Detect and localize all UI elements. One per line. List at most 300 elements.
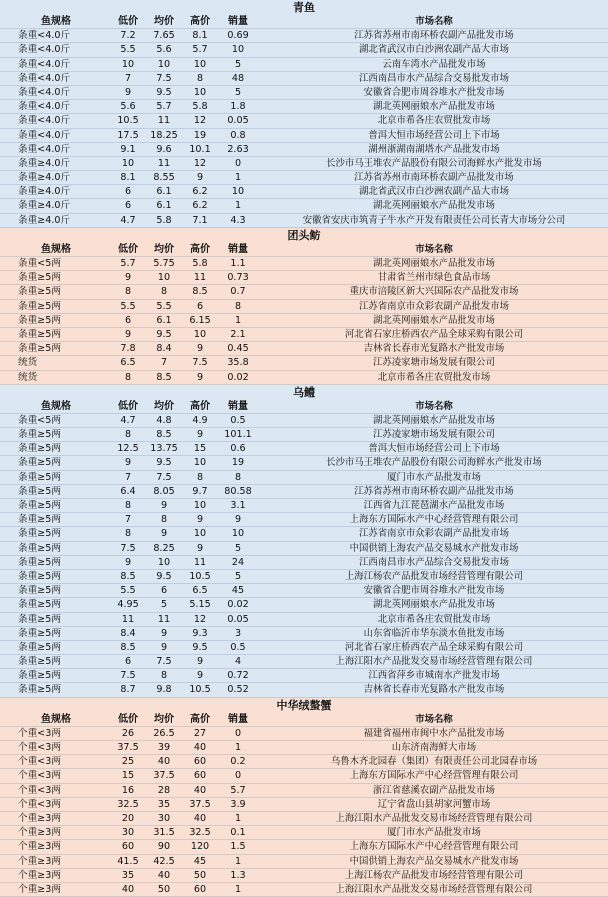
spec-cell: 条重<4.0斤	[18, 115, 71, 127]
table-row	[0, 157, 608, 171]
market-cell: 上海东方国际水产中心经营管理有限公司	[349, 514, 519, 526]
spec-cell: 统货	[18, 357, 38, 369]
low-price-cell: 9	[124, 272, 132, 284]
table-row	[0, 641, 608, 655]
volume-cell: 0.02	[227, 599, 249, 611]
section	[0, 698, 608, 897]
volume-cell: 45	[231, 585, 245, 597]
market-cell: 北京市希各庄农贸批发市场	[377, 115, 491, 127]
table-row	[0, 414, 608, 428]
spec-cell: 条重≥5两	[18, 286, 61, 298]
avg-price-cell: 4.8	[156, 414, 172, 426]
spec-cell: 条重≥5两	[18, 670, 61, 682]
avg-price-cell: 10	[157, 272, 171, 284]
market-cell: 重庆市涪陵区新大兴国际农产品批发市场	[349, 286, 519, 298]
high-price-cell: 10	[193, 457, 207, 469]
table-row	[0, 485, 608, 499]
volume-cell: 0.7	[230, 286, 246, 298]
table-row	[0, 826, 608, 840]
volume-cell: 5	[234, 58, 242, 70]
table-row	[0, 513, 608, 527]
table-row	[0, 143, 608, 157]
table-row	[0, 741, 608, 755]
column-header: 市场名称	[415, 400, 453, 412]
column-header: 销量	[228, 400, 248, 412]
market-cell: 江西南昌市水产品综合交易批发市场	[358, 72, 509, 84]
column-header: 高价	[190, 16, 210, 27]
spec-cell: 个重<3两	[18, 770, 61, 782]
spec-cell: 个重<3两	[18, 784, 61, 796]
high-price-cell: 10	[193, 86, 207, 98]
table-row	[0, 499, 608, 513]
low-price-cell: 7.2	[120, 30, 136, 42]
high-price-cell: 7.5	[192, 357, 208, 369]
column-header: 均价	[154, 243, 174, 255]
market-cell: 湖北省武汉市白沙洲农副产品大市场	[358, 44, 509, 56]
market-cell: 河北省石家庄桥西农产品全球采购有限公司	[344, 641, 524, 653]
spec-cell: 条重≥5两	[18, 684, 61, 696]
column-header: 鱼规格	[41, 243, 71, 255]
table-row	[0, 214, 608, 228]
market-cell: 北京市希各庄农贸批发市场	[377, 613, 491, 625]
high-price-cell: 12	[193, 157, 207, 169]
low-price-cell: 10	[121, 157, 135, 169]
avg-price-cell: 10	[157, 556, 171, 568]
market-cell: 上海东方国际水产中心经营管理有限公司	[349, 770, 519, 782]
high-price-cell: 37.5	[189, 798, 211, 810]
high-price-cell: 15	[193, 443, 207, 455]
table-row	[0, 542, 608, 556]
spec-cell: 条重≥5两	[18, 627, 61, 639]
table-row	[0, 812, 608, 826]
low-price-cell: 8	[124, 429, 132, 441]
market-cell: 江苏省南京市众彩农副产品批发市场	[358, 528, 509, 540]
avg-price-cell: 8.5	[156, 429, 172, 441]
low-price-cell: 9	[124, 457, 132, 469]
header-row	[0, 243, 608, 257]
high-price-cell: 10	[193, 528, 207, 540]
volume-cell: 0.72	[227, 670, 249, 682]
table-row	[0, 356, 608, 370]
table-row	[0, 584, 608, 598]
high-price-cell: 8	[196, 471, 204, 483]
avg-price-cell: 9.5	[156, 86, 172, 98]
volume-cell: 0.8	[230, 129, 246, 141]
high-price-cell: 40	[193, 742, 207, 753]
market-cell: 厦门市水产品批发市场	[387, 471, 481, 483]
market-cell: 安徽省合肥市周谷堆水产批发市场	[363, 86, 505, 98]
spec-cell: 条重<4.0斤	[18, 30, 71, 42]
avg-price-cell: 9	[160, 627, 168, 639]
avg-price-cell: 39	[157, 742, 171, 753]
table-row	[0, 669, 608, 683]
low-price-cell: 9	[124, 328, 132, 340]
high-price-cell: 10	[193, 58, 207, 70]
low-price-cell: 6	[124, 186, 132, 198]
market-cell: 山东济南海鲜大市场	[391, 742, 477, 753]
avg-price-cell: 13.75	[150, 443, 178, 455]
avg-price-cell: 8.25	[153, 542, 175, 554]
column-header: 鱼规格	[41, 713, 71, 725]
market-cell: 上海东方国际水产中心经营管理有限公司	[349, 841, 519, 853]
low-price-cell: 26	[121, 727, 135, 739]
market-cell: 普洱大恒市场经营公司上下市场	[368, 443, 500, 455]
market-cell: 湖北英网丽娘水产品批发市场	[373, 258, 495, 269]
avg-price-cell: 5.8	[156, 214, 172, 226]
avg-price-cell: 30	[157, 812, 171, 824]
high-price-cell: 10	[193, 328, 207, 340]
volume-cell: 2.63	[227, 143, 249, 155]
high-price-cell: 5.15	[189, 599, 211, 611]
spec-cell: 条重<5两	[18, 414, 61, 426]
volume-cell: 0.5	[230, 641, 246, 653]
high-price-cell: 9	[196, 172, 204, 184]
market-cell: 长沙市马王堆农产品股份有限公司海鲜水产批发市场	[326, 457, 542, 469]
volume-cell: 1.5	[230, 841, 246, 853]
table-row	[0, 72, 608, 86]
avg-price-cell: 11	[157, 115, 171, 127]
low-price-cell: 6.4	[120, 485, 136, 497]
table-row	[0, 58, 608, 72]
high-price-cell: 9	[196, 542, 204, 554]
high-price-cell: 9	[196, 656, 204, 668]
low-price-cell: 8.5	[120, 570, 136, 582]
section-title: 青鱼	[293, 1, 315, 14]
high-price-cell: 60	[193, 770, 207, 782]
column-header: 高价	[190, 400, 210, 412]
volume-cell: 80.58	[224, 485, 252, 497]
market-cell: 北京市希各庄农贸批发市场	[377, 371, 491, 383]
column-header: 市场名称	[415, 16, 453, 27]
avg-price-cell: 6	[160, 585, 168, 597]
high-price-cell: 60	[193, 883, 207, 895]
volume-cell: 0.05	[227, 115, 249, 127]
low-price-cell: 7	[124, 471, 132, 483]
avg-price-cell: 8.05	[153, 485, 175, 497]
high-price-cell: 9.3	[192, 627, 208, 639]
spec-cell: 条重≥5两	[18, 485, 61, 497]
spec-cell: 条重<4.0斤	[18, 143, 71, 155]
spec-cell: 个重<3两	[18, 798, 61, 810]
low-price-cell: 7.5	[120, 542, 136, 554]
low-price-cell: 7.5	[120, 670, 136, 682]
avg-price-cell: 9.6	[156, 143, 172, 155]
avg-price-cell: 9.5	[156, 328, 172, 340]
table-row	[0, 755, 608, 769]
low-price-cell: 5.5	[120, 585, 136, 597]
table-row	[0, 613, 608, 627]
table-row	[0, 114, 608, 128]
spec-cell: 条重≥5两	[18, 556, 61, 568]
table-row	[0, 314, 608, 328]
column-header: 销量	[228, 243, 248, 255]
market-cell: 江苏省苏州市南环桥农副产品批发市场	[354, 30, 514, 42]
high-price-cell: 40	[193, 812, 207, 824]
table-row	[0, 627, 608, 641]
avg-price-cell: 5	[160, 599, 168, 611]
avg-price-cell: 40	[157, 756, 171, 768]
high-price-cell: 11	[193, 272, 207, 284]
avg-price-cell: 28	[157, 784, 171, 796]
high-price-cell: 4.9	[192, 414, 208, 426]
avg-price-cell: 9.5	[156, 457, 172, 469]
avg-price-cell: 7.65	[153, 30, 175, 42]
spec-cell: 个重≥3两	[18, 812, 61, 824]
table-row	[0, 29, 608, 43]
table-row	[0, 527, 608, 541]
high-price-cell: 27	[193, 727, 207, 739]
table-row	[0, 171, 608, 185]
table-row	[0, 598, 608, 612]
volume-cell: 0.6	[230, 443, 246, 455]
avg-price-cell: 11	[157, 613, 171, 625]
avg-price-cell: 7.5	[156, 656, 172, 668]
low-price-cell: 9	[124, 86, 132, 98]
table-row	[0, 869, 608, 883]
table-row	[0, 328, 608, 342]
avg-price-cell: 9	[160, 500, 168, 511]
table-row	[0, 185, 608, 199]
low-price-cell: 5.6	[120, 101, 136, 113]
avg-price-cell: 35	[157, 798, 171, 810]
volume-cell: 0.69	[227, 30, 249, 42]
high-price-cell: 10	[193, 500, 207, 511]
column-header: 销量	[228, 16, 248, 27]
table-row	[0, 371, 608, 385]
table-row	[0, 855, 608, 869]
spec-cell: 条重≥5两	[18, 528, 61, 540]
spec-cell: 条重<4.0斤	[18, 86, 71, 98]
high-price-cell: 6.5	[192, 585, 208, 597]
spec-cell: 条重≥5两	[18, 314, 61, 326]
high-price-cell: 50	[193, 869, 207, 881]
low-price-cell: 20	[121, 812, 135, 824]
market-cell: 江苏凌家塘市场发展有限公司	[373, 429, 495, 441]
volume-cell: 3	[234, 627, 242, 639]
volume-cell: 1	[234, 812, 242, 824]
avg-price-cell: 9	[160, 641, 168, 653]
column-header: 均价	[154, 713, 174, 725]
low-price-cell: 8	[124, 371, 132, 383]
low-price-cell: 7	[124, 514, 132, 526]
high-price-cell: 12	[193, 115, 207, 127]
column-header: 低价	[118, 243, 138, 255]
spec-cell: 条重≥5两	[18, 613, 61, 625]
low-price-cell: 4.95	[117, 599, 139, 611]
high-price-cell: 10.5	[189, 684, 211, 696]
market-cell: 乌鲁木齐北园春（集团）有限责任公司北园春市场	[330, 756, 538, 768]
market-cell: 普洱大恒市场经营公司上下市场	[368, 129, 500, 141]
avg-price-cell: 10	[157, 58, 171, 70]
volume-cell: 8	[234, 471, 242, 483]
volume-cell: 0.2	[230, 756, 246, 768]
spec-cell: 条重<4.0斤	[18, 44, 71, 56]
low-price-cell: 40	[121, 883, 135, 895]
high-price-cell: 9	[196, 514, 204, 526]
avg-price-cell: 42.5	[153, 855, 175, 867]
volume-cell: 1	[234, 883, 242, 895]
avg-price-cell: 6.1	[156, 314, 172, 326]
avg-price-cell: 7.5	[156, 72, 172, 84]
spec-cell: 个重≥3两	[18, 855, 61, 867]
volume-cell: 1	[234, 314, 242, 326]
low-price-cell: 10	[121, 58, 135, 70]
avg-price-cell: 9	[160, 528, 168, 540]
market-cell: 浙江省慈溪农副产品批发市场	[373, 784, 495, 796]
volume-cell: 10	[231, 186, 245, 198]
market-cell: 湖北英网丽娘水产品批发市场	[373, 101, 495, 113]
table-row	[0, 655, 608, 669]
low-price-cell: 8.5	[120, 641, 136, 653]
market-cell: 江苏省苏州市南环桥农副产品批发市场	[354, 172, 514, 184]
volume-cell: 0.02	[227, 371, 249, 383]
spec-cell: 条重≥5两	[18, 443, 61, 455]
volume-cell: 5	[234, 542, 242, 554]
table-row	[0, 570, 608, 584]
spec-cell: 条重<5两	[18, 258, 61, 269]
market-cell: 福建省福州市闽中水产品批发市场	[363, 727, 505, 739]
spec-cell: 条重≥5两	[18, 585, 61, 597]
avg-price-cell: 5.6	[156, 44, 172, 56]
avg-price-cell: 5.75	[153, 258, 175, 269]
spec-cell: 条重≥4.0斤	[18, 200, 71, 212]
volume-cell: 101.1	[224, 429, 252, 441]
market-cell: 中国供销上海农产品交易城水产批发市场	[349, 542, 519, 554]
spec-cell: 条重≥5两	[18, 656, 61, 668]
volume-cell: 1	[234, 200, 242, 212]
volume-cell: 8	[234, 300, 242, 312]
low-price-cell: 8.4	[120, 627, 136, 639]
avg-price-cell: 9.8	[156, 684, 172, 696]
high-price-cell: 6	[196, 300, 204, 312]
column-header: 低价	[118, 713, 138, 725]
market-cell: 湖北英网丽娘水产品批发市场	[373, 314, 495, 326]
low-price-cell: 9.1	[120, 143, 136, 155]
market-cell: 甘肃省兰州市绿色食品市场	[377, 272, 491, 284]
market-cell: 中国供销上海农产品交易城水产批发市场	[349, 855, 519, 867]
spec-cell: 条重≥5两	[18, 343, 61, 355]
table-row	[0, 342, 608, 356]
low-price-cell: 10.5	[117, 115, 139, 127]
table-row	[0, 840, 608, 854]
volume-cell: 0	[234, 157, 242, 169]
spec-cell: 条重≥5两	[18, 500, 61, 511]
market-cell: 湖州浙湖南湖塔水产品批发市场	[368, 143, 500, 155]
avg-price-cell: 40	[157, 869, 171, 881]
low-price-cell: 11	[121, 613, 135, 625]
market-cell: 厦门市水产品批发市场	[387, 827, 481, 839]
section-title: 团头鲂	[287, 228, 321, 242]
volume-cell: 1	[234, 855, 242, 867]
high-price-cell: 10.5	[189, 570, 211, 582]
low-price-cell: 7	[124, 72, 132, 84]
section	[0, 228, 608, 385]
volume-cell: 4.3	[230, 214, 246, 226]
high-price-cell: 10.1	[189, 143, 211, 155]
spec-cell: 条重≥5两	[18, 641, 61, 653]
spec-cell: 个重≥3两	[18, 841, 61, 853]
avg-price-cell: 31.5	[153, 827, 175, 839]
market-cell: 安徽省安庆市筑青子牛水产开发有限责任公司长青大市场分公司	[302, 214, 566, 226]
table-row	[0, 300, 608, 314]
low-price-cell: 32.5	[117, 798, 139, 810]
column-header: 均价	[154, 400, 174, 412]
spec-cell: 条重≥5两	[18, 471, 61, 483]
table-row	[0, 257, 608, 271]
table-row	[0, 784, 608, 798]
table-row	[0, 100, 608, 114]
spec-cell: 条重≥5两	[18, 272, 61, 284]
market-cell: 吉林省长春市光复路水产批发市场	[363, 343, 505, 355]
volume-cell: 0.05	[227, 613, 249, 625]
table-row	[0, 285, 608, 299]
section-title: 乌鳢	[293, 385, 315, 399]
high-price-cell: 45	[193, 855, 207, 867]
table-row	[0, 428, 608, 442]
high-price-cell: 9	[196, 371, 204, 383]
high-price-cell: 6.2	[192, 200, 208, 212]
column-header: 低价	[118, 400, 138, 412]
spec-cell: 个重<3两	[18, 742, 61, 753]
market-cell: 江西省萍乡市城南水产批发市场	[368, 670, 500, 682]
table-row	[0, 442, 608, 456]
spec-cell: 条重≥5两	[18, 599, 61, 611]
section	[0, 385, 608, 698]
high-price-cell: 5.8	[192, 258, 208, 269]
market-cell: 江苏省苏州市南环桥农副产品批发市场	[354, 485, 514, 497]
volume-cell: 5	[234, 86, 242, 98]
section-title: 中华绒螯蟹	[276, 698, 332, 712]
column-header: 低价	[118, 16, 138, 27]
column-header: 销量	[228, 713, 248, 725]
high-price-cell: 9.7	[192, 485, 208, 497]
spec-cell: 条重≥4.0斤	[18, 172, 71, 184]
low-price-cell: 9	[124, 556, 132, 568]
market-cell: 湖北英网丽娘水产品批发市场	[373, 200, 495, 212]
volume-cell: 5	[234, 570, 242, 582]
avg-price-cell: 50	[157, 883, 171, 895]
low-price-cell: 60	[121, 841, 135, 853]
spec-cell: 个重≥3两	[18, 869, 61, 881]
high-price-cell: 11	[193, 556, 207, 568]
market-cell: 山东省临沂市华东淡水鱼批发市场	[363, 627, 505, 639]
spec-cell: 条重≥5两	[18, 429, 61, 441]
avg-price-cell: 5.7	[156, 101, 172, 113]
low-price-cell: 35	[121, 869, 135, 881]
spec-cell: 条重≥4.0斤	[18, 186, 71, 198]
low-price-cell: 8	[124, 528, 132, 540]
market-cell: 上海江杨农产品批发市场经营管理有限公司	[344, 570, 524, 582]
high-price-cell: 8	[196, 72, 204, 84]
high-price-cell: 7.1	[192, 214, 208, 226]
volume-cell: 10	[231, 528, 245, 540]
high-price-cell: 8.1	[192, 30, 208, 42]
low-price-cell: 5.7	[120, 258, 136, 269]
avg-price-cell: 7	[160, 357, 168, 369]
low-price-cell: 6	[124, 656, 132, 668]
table-row	[0, 556, 608, 570]
avg-price-cell: 8	[160, 286, 168, 298]
low-price-cell: 16	[121, 784, 135, 796]
volume-cell: 4	[234, 656, 242, 668]
volume-cell: 9	[234, 514, 242, 526]
market-cell: 湖北英网丽娘水产品批发市场	[373, 599, 495, 611]
market-cell: 吉林省长春市光复路水产批发市场	[363, 684, 505, 696]
volume-cell: 5.7	[230, 784, 246, 796]
table-row	[0, 456, 608, 470]
high-price-cell: 40	[193, 784, 207, 796]
column-header: 均价	[154, 16, 174, 27]
